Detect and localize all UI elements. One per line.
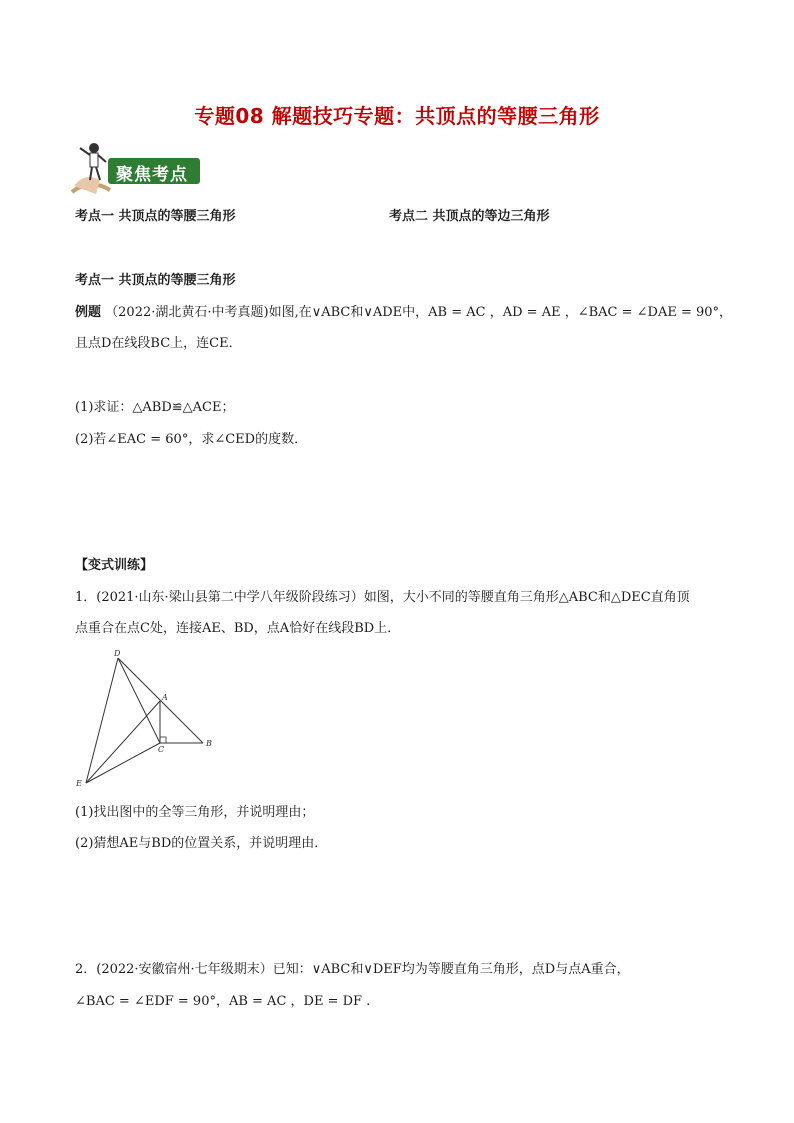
label-d: D (114, 649, 121, 658)
page-title: 专题08 解题技巧专题：共顶点的等腰三角形 (194, 104, 600, 128)
variant-heading: 【变式训练】 (75, 558, 154, 573)
problem-2-line-2: ∠BAC = ∠EDF = 90°，AB = AC ，DE = DF . (75, 994, 371, 1009)
problem-1-question-1: (1)找出图中的全等三角形，并说明理由； (75, 805, 315, 820)
example-line-1 (75, 304, 732, 322)
toc-item-1: 考点一 共顶点的等腰三角形 (75, 209, 236, 224)
problem-1-line-2: 点重合在点C处，连接AE、BD，点A恰好在线段BD上． (75, 621, 401, 636)
example-line-2: 且点D在线段BC上，连CE． (75, 336, 242, 351)
example-label: 例题 (75, 305, 102, 320)
problem-1-question-2: (2)猜想AE与BD的位置关系，并说明理由． (75, 836, 328, 851)
example-question-1: (1)求证：△ABD≌△ACE； (75, 400, 235, 415)
section-heading: 考点一 共顶点的等腰三角形 (75, 273, 236, 288)
label-e: E (76, 779, 82, 788)
label-c: C (158, 745, 165, 754)
example-question-2: (2)若∠EAC = 60°，求∠CED的度数． (75, 432, 308, 447)
banner-label: 聚焦考点 (116, 165, 188, 185)
toc-item-2: 考点二 共顶点的等边三角形 (389, 209, 550, 224)
label-a: A (162, 693, 168, 702)
example-text-1: （2022·湖北黄石·中考真题)如图,在∨ABC和∨ADE中，AB = AC ，AD = AE ，∠BAC = ∠DAE = 90°， (105, 305, 733, 320)
geometry-figure (72, 648, 222, 788)
label-b: B (206, 739, 212, 748)
problem-2-line-1: 2．(2022·安徽宿州·七年级期末）已知：∨ABC和∨DEF均为等腰直角三角形，点D与点A重合， (75, 962, 630, 977)
problem-1-line-1: 1．(2021·山东·梁山县第二中学八年级阶段练习）如图，大小不同的等腰直角三角形△ABC和△DEC直角顶 (75, 590, 690, 605)
section-banner (70, 140, 205, 196)
